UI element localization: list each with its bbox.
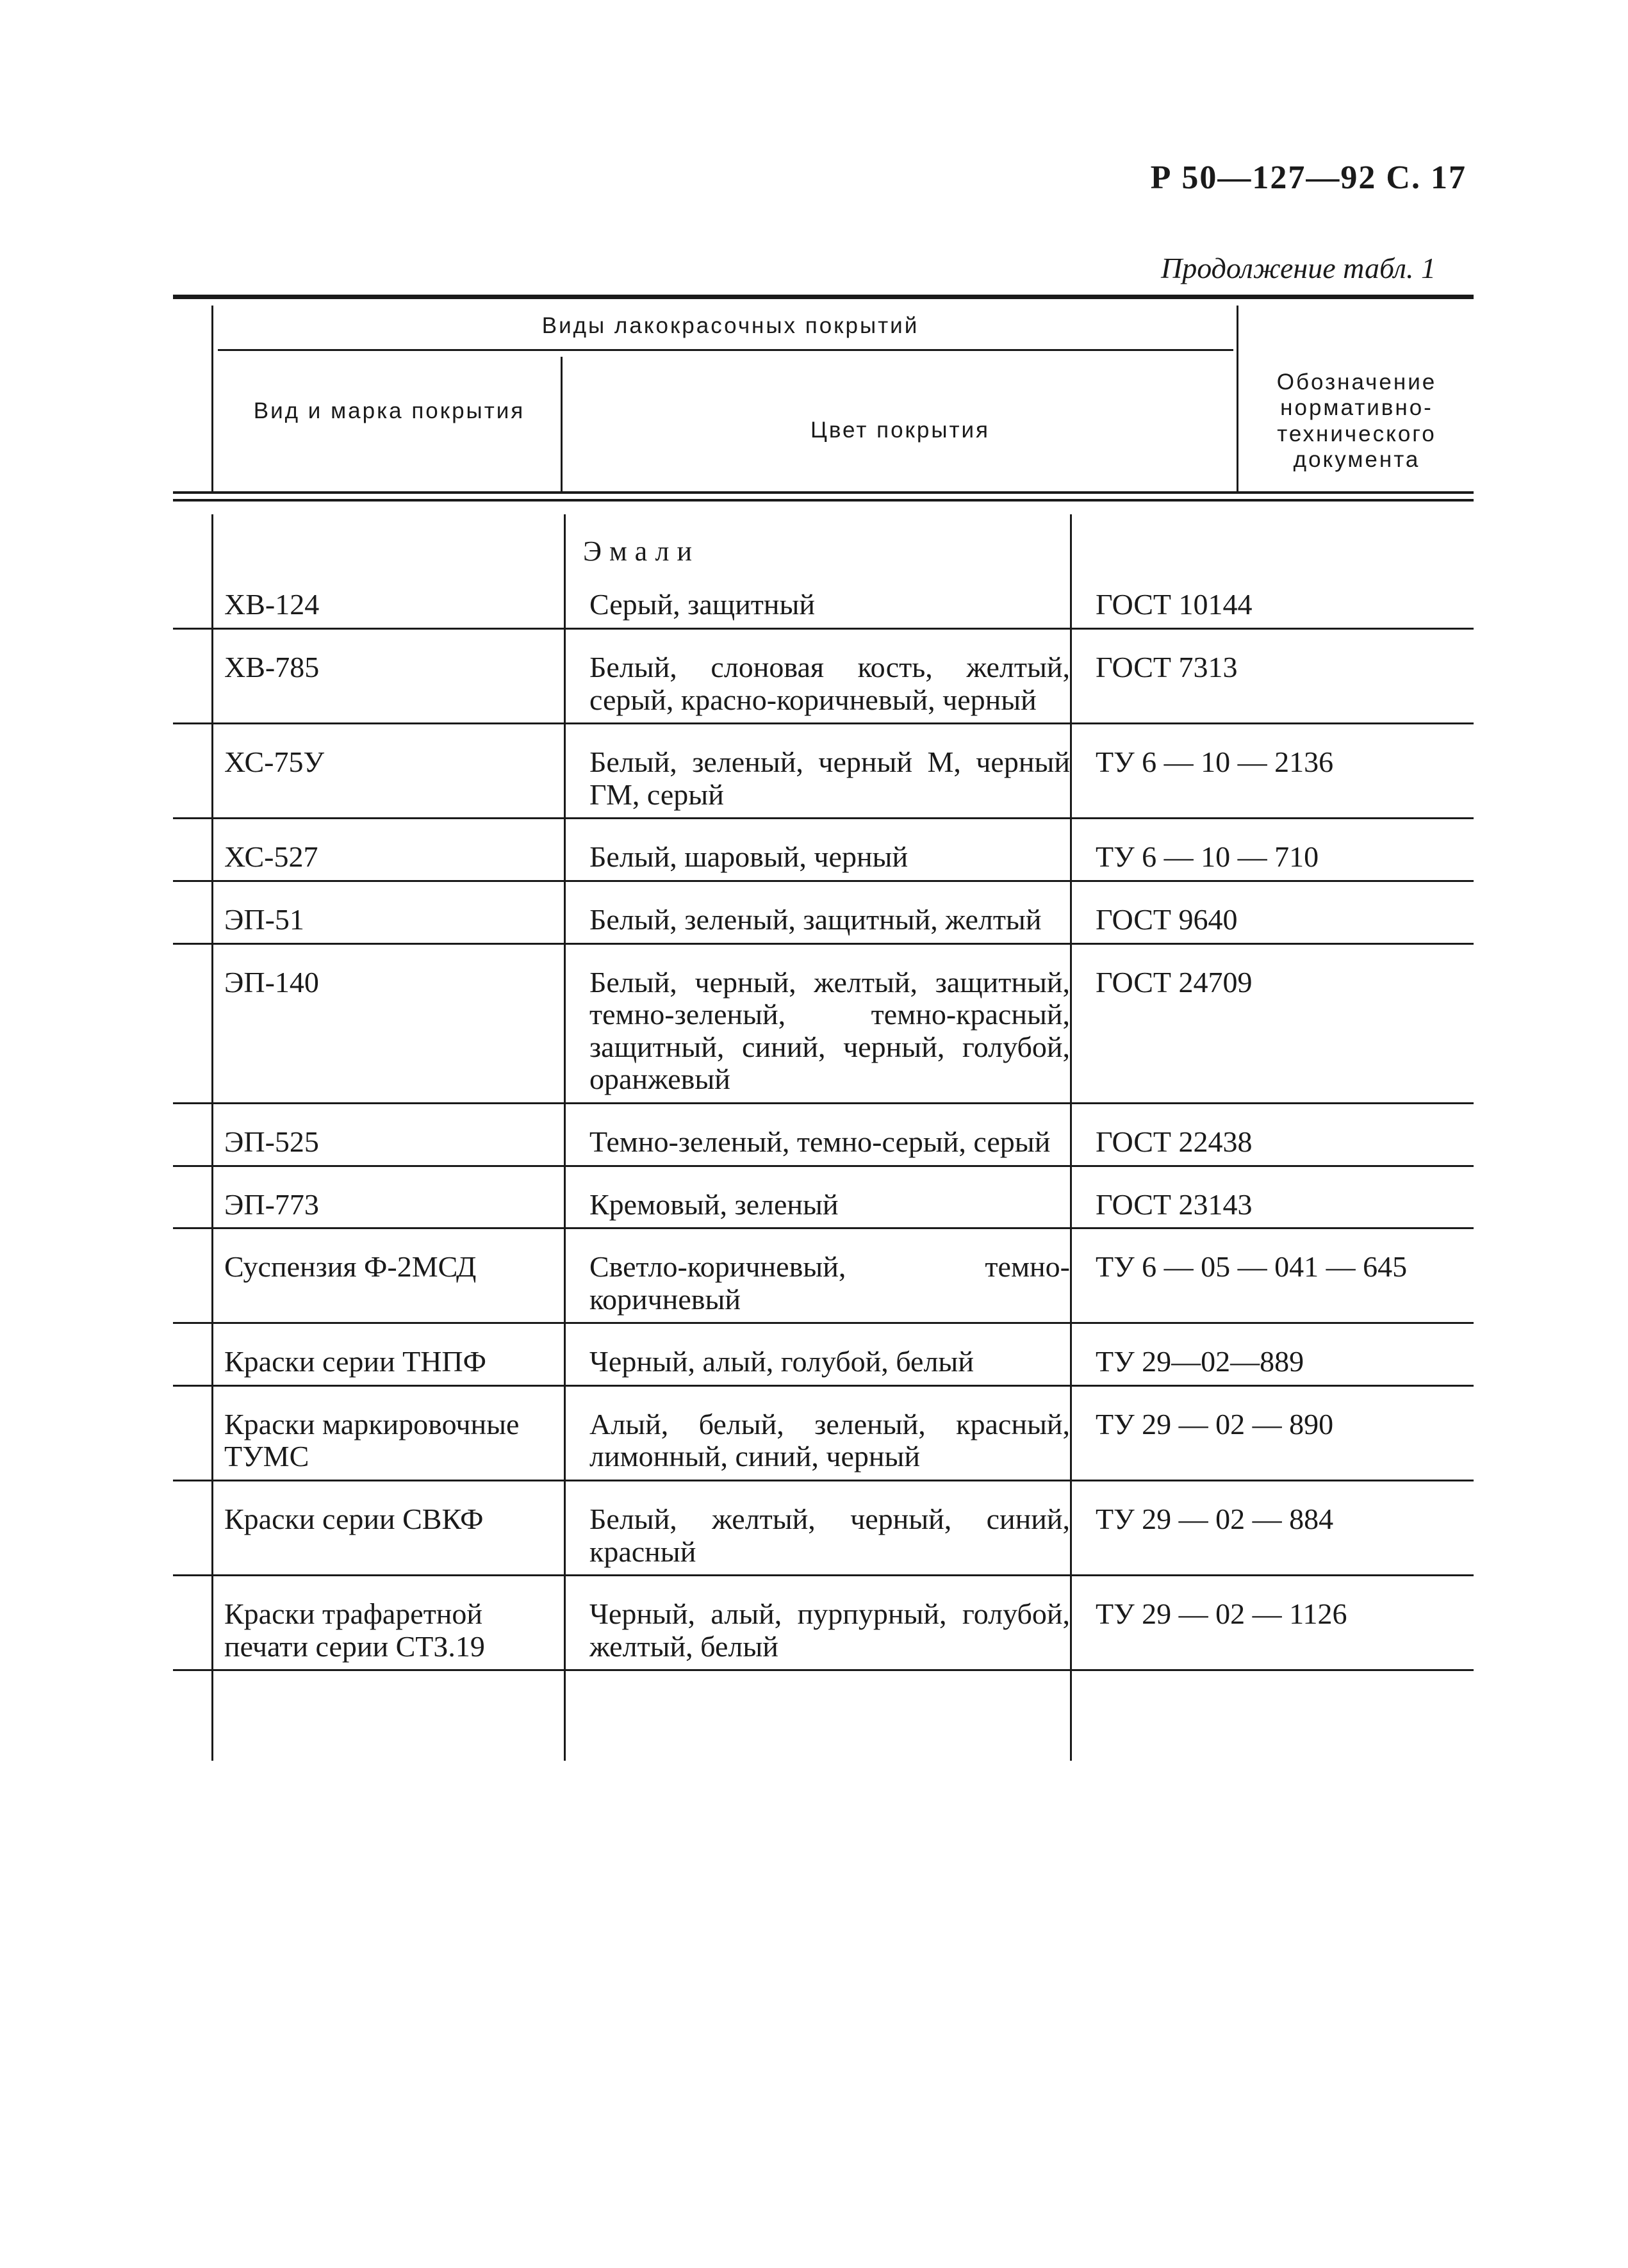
row-gap xyxy=(173,945,1474,958)
column-header-color: Цвет покрытия xyxy=(810,418,991,443)
cell-color: Черный, алый, голубой, белый xyxy=(564,1337,1070,1387)
cell-color: Белый, черный, желтый, защитный, темно-зеленый, темно-красный, защитный, синий, черный, голубой, оранжевый xyxy=(564,958,1070,1104)
cell-document: ТУ 29 — 02 — 890 xyxy=(1070,1399,1474,1481)
table-body xyxy=(173,502,1474,1761)
cell-color: Темно-зеленый, темно-серый, серый xyxy=(564,1117,1070,1167)
cell-type: ЭП-773 xyxy=(173,1180,564,1230)
section-title: Эмали xyxy=(583,535,700,567)
cell-type: ЭП-140 xyxy=(173,958,564,1104)
row-gap xyxy=(173,1576,1474,1589)
cell-document: ГОСТ 7313 xyxy=(1070,642,1474,724)
cell-color: Светло-коричневый, темно-коричневый xyxy=(564,1242,1070,1324)
row-gap xyxy=(173,1229,1474,1242)
cell-document: ТУ 29 — 02 — 884 xyxy=(1070,1494,1474,1576)
row-gap xyxy=(173,1104,1474,1117)
header-divider xyxy=(211,306,213,491)
cell-type: Краски маркировочные ТУМС xyxy=(173,1399,564,1481)
cell-type: Краски серии ТНПФ xyxy=(173,1337,564,1387)
group-header-rule xyxy=(218,349,1233,351)
row-gap xyxy=(173,1167,1474,1180)
cell-color: Белый, зеленый, защитный, желтый xyxy=(564,895,1070,945)
page-number: Р 50—127—92 С. 17 xyxy=(1150,159,1467,196)
cell-color: Черный, алый, пурпурный, голубой, желтый, белый xyxy=(564,1589,1070,1671)
cell-color: Серый, защитный xyxy=(564,580,1070,630)
cell-type: Краски серии СВКФ xyxy=(173,1494,564,1576)
header-double-rule xyxy=(173,491,1474,502)
column-header-document: Обозначение нормативно-технического документа xyxy=(1276,370,1437,472)
header-divider xyxy=(561,357,563,491)
row-gap xyxy=(173,1481,1474,1494)
cell-color: Белый, зеленый, черный М, черный ГМ, серый xyxy=(564,737,1070,819)
cell-type: ЭП-525 xyxy=(173,1117,564,1167)
cell-color: Кремовый, зеленый xyxy=(564,1180,1070,1230)
column-header-type: Вид и марка покрытия xyxy=(253,398,525,423)
cell-color: Алый, белый, зеленый, красный, лимонный, синий, черный xyxy=(564,1399,1070,1481)
table-continuation-label: Продолжение табл. 1 xyxy=(1161,252,1436,284)
cell-type: ХС-75У xyxy=(173,737,564,819)
cell-document: ГОСТ 24709 xyxy=(1070,958,1474,1104)
row-gap xyxy=(173,724,1474,737)
cell-document: ТУ 6 — 10 — 710 xyxy=(1070,832,1474,882)
cell-type: Суспензия Ф-2МСД xyxy=(173,1242,564,1324)
cell-document: ТУ 6 — 10 — 2136 xyxy=(1070,737,1474,819)
table-header xyxy=(173,299,1474,491)
row-gap xyxy=(173,882,1474,895)
column-divider xyxy=(1070,514,1072,1761)
row-gap xyxy=(173,630,1474,642)
cell-document: ГОСТ 23143 xyxy=(1070,1180,1474,1230)
row-gap xyxy=(173,1324,1474,1337)
row-gap xyxy=(173,1671,1474,1684)
cell-type: ЭП-51 xyxy=(173,895,564,945)
section-gap xyxy=(173,567,1474,580)
row-gap xyxy=(173,1387,1474,1399)
cell-type: ХВ-785 xyxy=(173,642,564,724)
group-header: Виды лакокрасочных покрытий xyxy=(541,313,919,338)
cell-document: ТУ 6 — 05 — 041 — 645 xyxy=(1070,1242,1474,1324)
cell-color: Белый, шаровый, черный xyxy=(564,832,1070,882)
cell-type: ХС-527 xyxy=(173,832,564,882)
cell-type: Краски трафаретной печати серии СТЗ.19 xyxy=(173,1589,564,1671)
cell-document: ГОСТ 22438 xyxy=(1070,1117,1474,1167)
cell-document: ТУ 29 — 02 — 1126 xyxy=(1070,1589,1474,1671)
row-gap xyxy=(173,819,1474,832)
cell-color: Белый, слоновая кость, желтый, серый, красно-коричневый, черный xyxy=(564,642,1070,724)
cell-document: ТУ 29—02—889 xyxy=(1070,1337,1474,1387)
cell-document: ГОСТ 9640 xyxy=(1070,895,1474,945)
cell-color: Белый, желтый, черный, синий, красный xyxy=(564,1494,1070,1576)
coatings-table xyxy=(173,295,1474,1761)
column-divider xyxy=(564,514,566,1761)
column-divider xyxy=(211,514,213,1761)
cell-document: ГОСТ 10144 xyxy=(1070,580,1474,630)
table-top-rule xyxy=(173,295,1474,299)
cell-type: ХВ-124 xyxy=(173,580,564,630)
